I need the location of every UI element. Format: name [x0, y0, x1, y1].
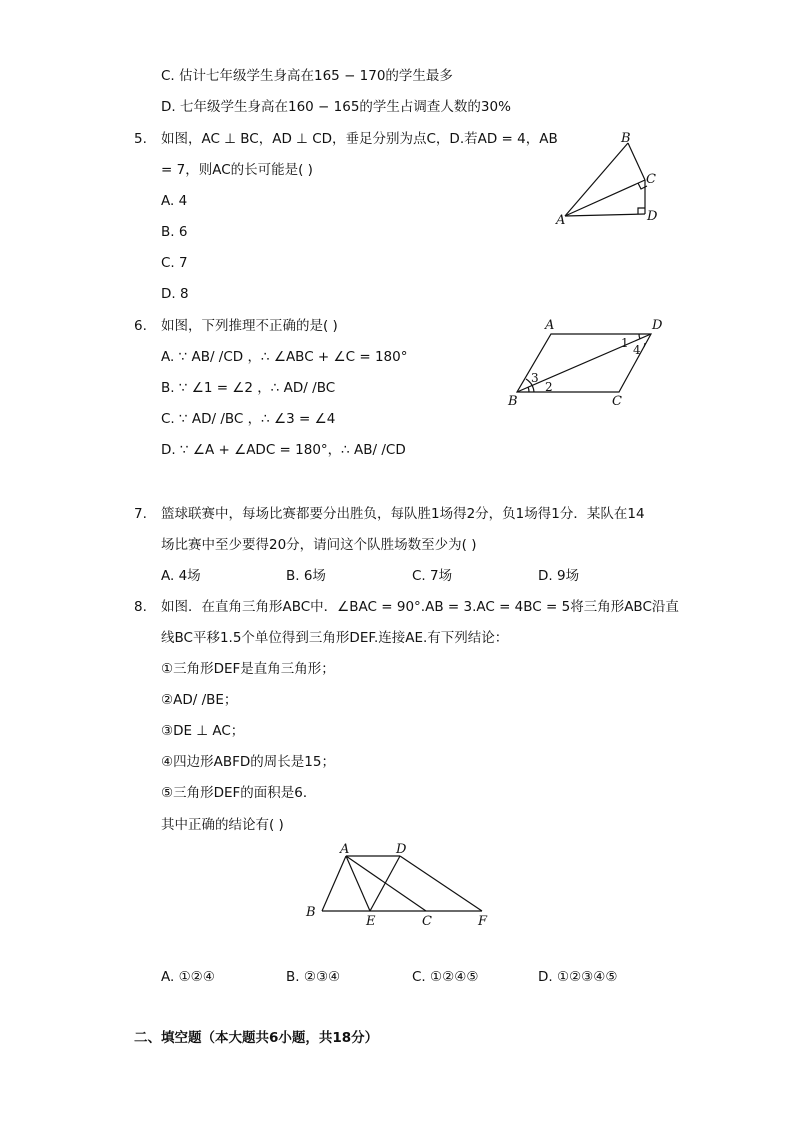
q5-option-a: A. 4 — [161, 193, 188, 209]
q6-label-b: B — [508, 394, 518, 409]
q5-figure — [550, 128, 670, 233]
q8-conclusion-4: ④四边形ABFD的周长是15； — [161, 754, 335, 770]
q5-option-d: D. 8 — [161, 286, 189, 302]
q6-angle-4: 4 — [633, 343, 641, 357]
q8-label-b: B — [306, 905, 316, 920]
q8-ask: 其中正确的结论有( ) — [161, 817, 284, 833]
q7-number: 7. — [134, 506, 147, 522]
q8-conclusion-1: ①三角形DEF是直角三角形； — [161, 661, 335, 677]
q5-label-c: C — [646, 172, 656, 187]
q8-option-b: B. ②③④ — [286, 969, 341, 985]
q6-option-c: C. ∵ AD/ /BC ，∴ ∠3 = ∠4 — [161, 411, 336, 427]
q8-label-d: D — [396, 842, 407, 857]
q6-figure — [505, 317, 670, 412]
q8-label-f: F — [478, 914, 488, 929]
q6-option-b: B. ∵ ∠1 = ∠2 ，∴ AD/ /BC — [161, 380, 336, 396]
section-2-title: 二、填空题（本大题共6小题，共18分） — [134, 1030, 379, 1046]
q6-label-c: C — [612, 394, 622, 409]
q5-option-b: B. 6 — [161, 224, 188, 240]
q8-conclusion-3: ③DE ⊥ AC； — [161, 723, 245, 739]
q5-number: 5. — [134, 131, 147, 147]
q6-label-d: D — [652, 318, 663, 333]
q6-angle-2: 2 — [545, 380, 553, 394]
q5-option-c: C. 7 — [161, 255, 188, 271]
q6-option-d: D. ∵ ∠A + ∠ADC = 180°，∴ AB/ /CD — [161, 442, 406, 458]
q8-option-d: D. ①②③④⑤ — [538, 969, 618, 985]
q8-conclusion-5: ⑤三角形DEF的面积是6． — [161, 785, 317, 801]
q5-stem-line2: = 7，则AC的长可能是( ) — [161, 162, 313, 178]
q8-figure — [300, 838, 500, 933]
q8-stem-line1: 如图．在直角三角形ABC中．∠BAC = 90°.AB = 3.AC = 4BC = 5将三角形ABC沿直 — [161, 599, 679, 615]
q8-label-a: A — [340, 842, 350, 857]
q8-stem-line2: 线BC平移1.5个单位得到三角形DEF.连接AE.有下列结论： — [161, 630, 509, 646]
q8-option-a: A. ①②④ — [161, 969, 215, 985]
q6-stem: 如图，下列推理不正确的是( ) — [161, 318, 338, 334]
q7-stem-line2: 场比赛中至少要得20分，请问这个队胜场数至少为( ) — [161, 537, 477, 553]
q7-option-a: A. 4场 — [161, 568, 201, 584]
q8-number: 8. — [134, 599, 147, 615]
q6-label-a: A — [545, 318, 555, 333]
q6-angle-3: 3 — [531, 371, 539, 385]
q6-option-a: A. ∵ AB/ /CD ，∴ ∠ABC + ∠C = 180° — [161, 349, 408, 365]
q8-label-c: C — [422, 914, 432, 929]
q4-option-d: D. 七年级学生身高在160 − 165的学生占调查人数的30% — [161, 99, 511, 115]
q4-option-c: C. 估计七年级学生身高在165 − 170的学生最多 — [161, 68, 453, 84]
q8-option-c: C. ①②④⑤ — [412, 969, 479, 985]
q5-label-d: D — [647, 209, 658, 224]
q5-stem-line1: 如图，AC ⊥ BC，AD ⊥ CD，垂足分别为点C，D.若AD = 4，AB — [161, 131, 558, 147]
q6-number: 6. — [134, 318, 147, 334]
q8-label-e: E — [366, 914, 376, 929]
q7-option-c: C. 7场 — [412, 568, 453, 584]
q7-option-d: D. 9场 — [538, 568, 580, 584]
q7-stem-line1: 篮球联赛中，每场比赛都要分出胜负，每队胜1场得2分，负1场得1分．某队在14 — [161, 506, 645, 522]
q5-label-a: A — [556, 213, 566, 228]
q5-label-b: B — [621, 131, 631, 146]
q8-conclusion-2: ②AD/ /BE； — [161, 692, 238, 708]
q6-angle-1: 1 — [621, 336, 629, 350]
q7-option-b: B. 6场 — [286, 568, 326, 584]
